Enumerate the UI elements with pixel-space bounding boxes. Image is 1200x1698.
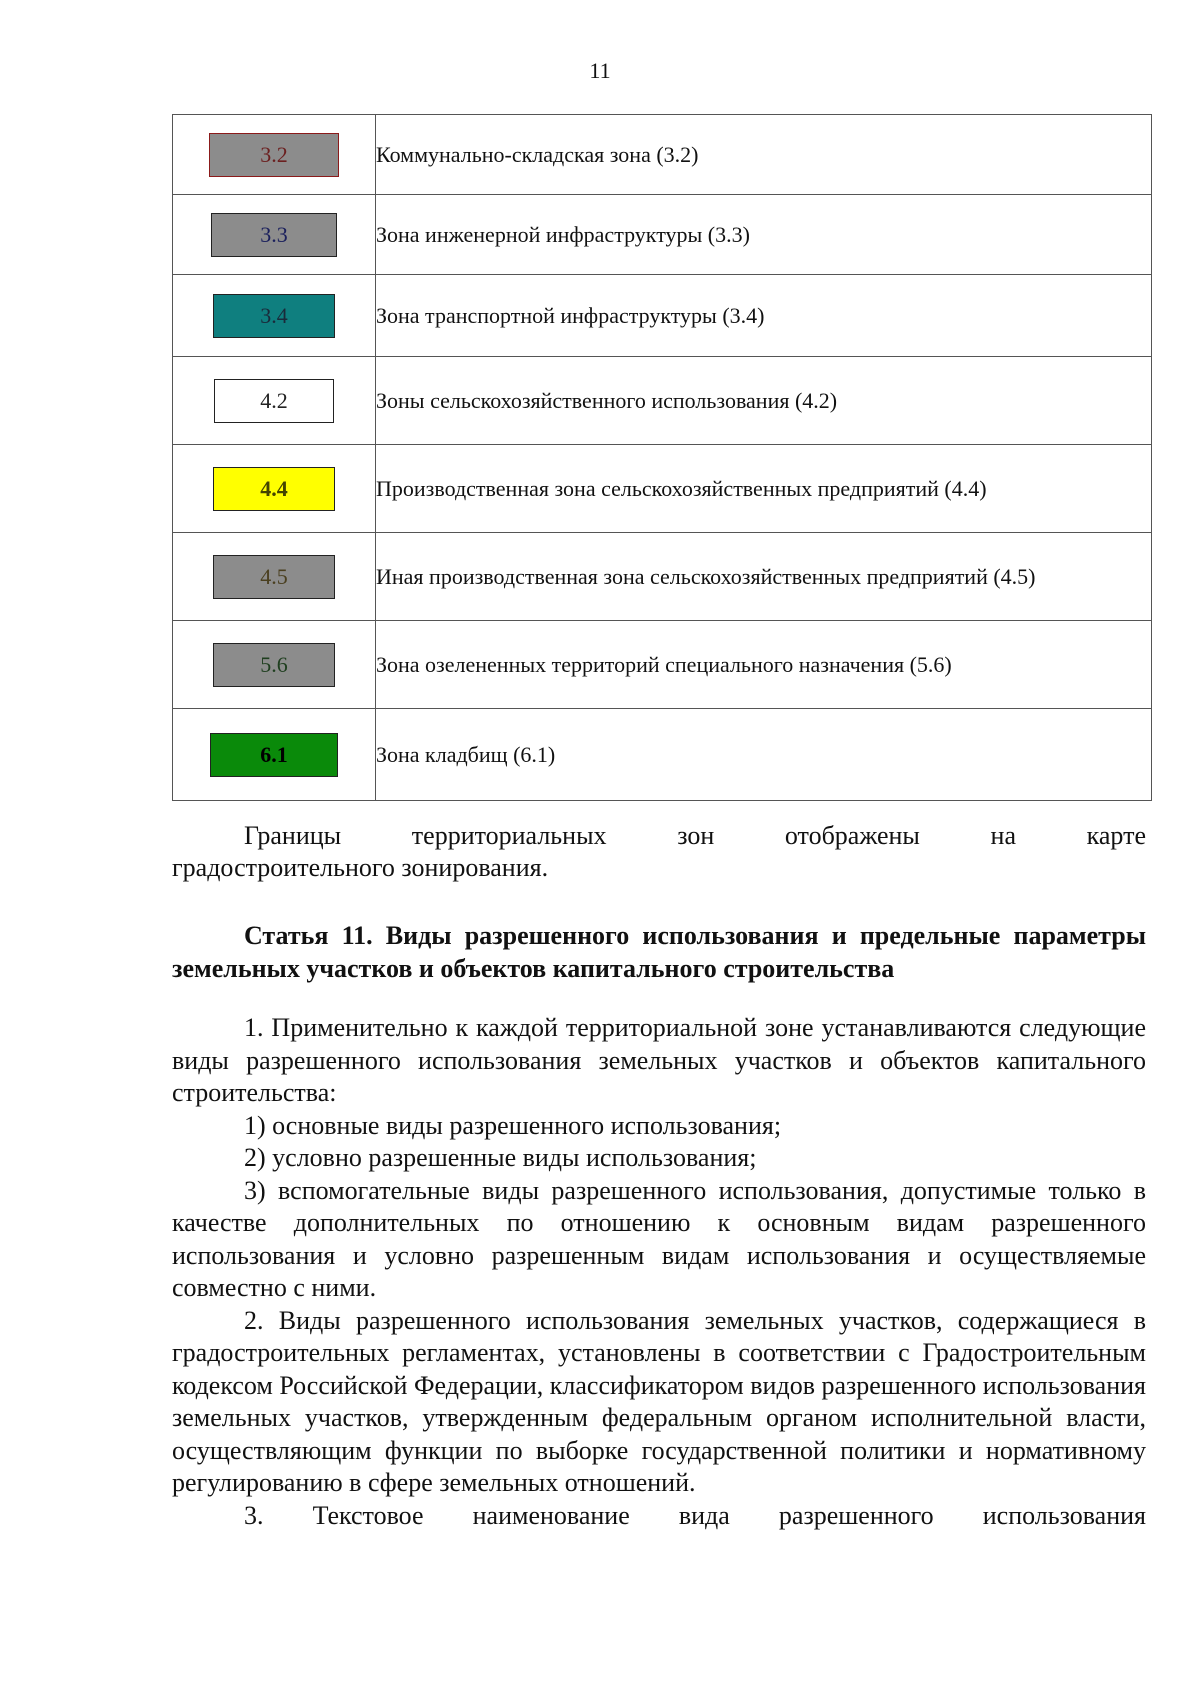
list-item-1: 1) основные виды разрешенного использования; [244,1110,782,1140]
zone-color-swatch: 3.2 [209,133,339,177]
legend-label: Зона транспортной инфраструктуры (3.4) [376,275,1152,357]
zone-color-swatch: 3.3 [211,213,337,257]
legend-swatch-cell [173,709,376,801]
legend-row [173,445,1152,533]
legend-label: Производственная зона сельскохозяйственных предприятий (4.4) [376,445,1152,533]
legend-swatch-cell [173,621,376,709]
legend-label: Зоны сельскохозяйственного использования (4.2) [376,357,1152,445]
legend-row [173,115,1152,195]
zone-color-swatch: 5.6 [213,643,335,687]
legend-row [173,275,1152,357]
zone-color-swatch: 3.4 [213,294,335,338]
zone-color-swatch: 4.5 [213,555,335,599]
legend-row [173,709,1152,801]
legend-row [173,533,1152,621]
legend-swatch-cell [173,115,376,195]
legend-label: Иная производственная зона сельскохозяйственных предприятий (4.5) [376,533,1152,621]
legend-swatch-cell [173,357,376,445]
article-heading: Статья 11. Виды разрешенного использования и предельные параметры земельных участков и объектов капитального строительства [172,921,1146,983]
legend-swatch-cell [173,533,376,621]
legend-label: Зона инженерной инфраструктуры (3.3) [376,195,1152,275]
legend-row [173,357,1152,445]
legend-label: Зона озелененных территорий специального назначения (5.6) [376,621,1152,709]
zone-legend-table [172,114,1152,801]
zone-color-swatch: 4.4 [213,467,335,511]
paragraph-3-start: 3. Текстовое наименование вида разрешенного использования [244,1500,1146,1530]
borders-line-1: Границы территориальных зон отображены на карте [244,821,1146,850]
page-number: 11 [589,58,611,83]
list-item-3: 3) вспомогательные виды разрешенного использования, допустимые только в качестве дополнительных по отношению к основным видам разрешенного использования и условно разрешенным видам использования и осуществляемые совместно с ними. [172,1175,1146,1302]
paragraph-2: 2. Виды разрешенного использования земельных участков, содержащиеся в градостроительных регламентах, установлены в соответствии с Градостроительным кодексом Российской Федерации, классификатором видов разрешенного использования земельных участков, утвержденным федеральным органом исполнительной власти, осуществляющим функции по выборке государственной политики и нормативному регулированию в сфере земельных отношений. [172,1305,1146,1497]
legend-label: Коммунально-складская зона (3.2) [376,115,1152,195]
legend-swatch-cell [173,195,376,275]
legend-label: Зона кладбищ (6.1) [376,709,1152,801]
article-body [172,1012,1146,1532]
list-item-2: 2) условно разрешенные виды использования; [244,1143,757,1172]
legend-row [173,195,1152,275]
zone-color-swatch: 4.2 [214,379,334,423]
legend-swatch-cell [173,445,376,533]
zone-color-swatch: 6.1 [210,733,338,777]
borders-line-2: градостроительного зонирования. [172,853,549,882]
paragraph-1: 1. Применительно к каждой территориальной зоне устанавливаются следующие виды разрешенного использования земельных участков и объектов капитального строительства: [172,1013,1146,1107]
legend-swatch-cell [173,275,376,357]
legend-row [173,621,1152,709]
